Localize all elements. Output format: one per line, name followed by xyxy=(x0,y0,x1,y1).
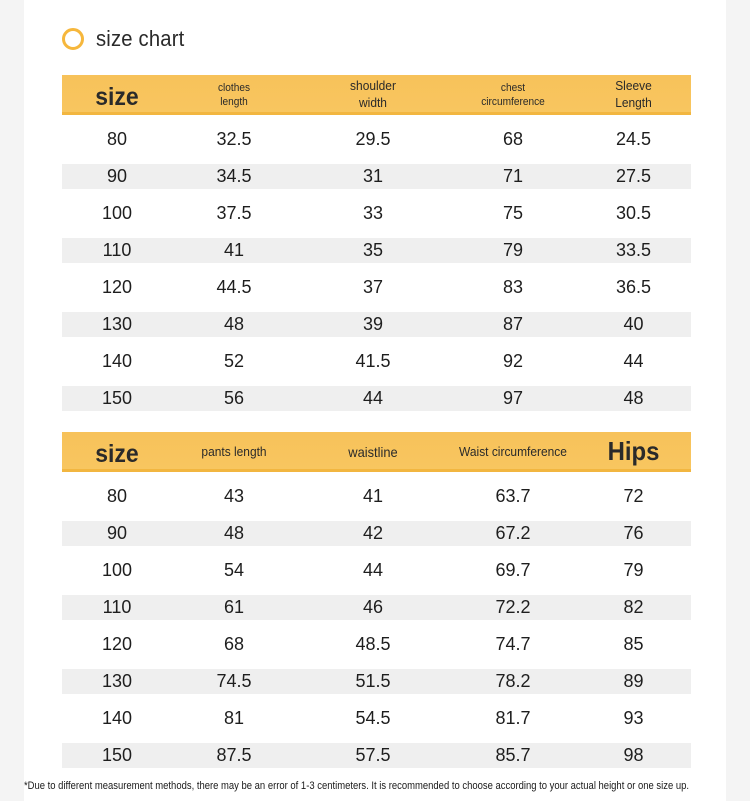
header-size: size xyxy=(95,82,139,111)
table-cell: 110 xyxy=(102,240,132,260)
table-row xyxy=(62,521,691,546)
table-body xyxy=(62,127,691,411)
table-cell: 44 xyxy=(362,560,384,580)
measurement-note: *Due to different measurement methods, there may be an error of 1-3 centimeters. It is recommended to choose according to your actual height or one size up. xyxy=(24,780,690,792)
table-cell: 120 xyxy=(101,277,133,297)
table-cell: 90 xyxy=(106,166,128,186)
table-cell: 81.7 xyxy=(495,708,531,728)
table-cell: 51.5 xyxy=(355,671,391,691)
table-row xyxy=(62,706,691,731)
table-cell: 61 xyxy=(223,597,245,617)
table-cell: 54 xyxy=(223,560,245,580)
table-cell: 41 xyxy=(223,240,245,260)
table-cell: 79 xyxy=(502,240,524,260)
table-cell: 76 xyxy=(623,523,644,543)
table-cell: 24.5 xyxy=(615,129,652,149)
table-cell: 89 xyxy=(623,671,644,691)
table-cell: 35 xyxy=(362,240,384,260)
title-row xyxy=(62,24,192,54)
table-cell: 140 xyxy=(101,708,133,728)
header-clothes-length: clothes length xyxy=(217,81,251,108)
table-cell: 36.5 xyxy=(615,277,652,297)
table-cell: 46 xyxy=(362,597,384,617)
table-cell: 33.5 xyxy=(615,240,652,260)
table-row xyxy=(62,238,691,263)
table-row xyxy=(62,201,691,226)
table-row xyxy=(62,743,691,768)
table-row xyxy=(62,386,691,411)
table-cell: 39 xyxy=(362,314,384,334)
table-cell: 29.5 xyxy=(355,129,391,149)
table-row xyxy=(62,312,691,337)
table-cell: 48 xyxy=(223,314,245,334)
table-row xyxy=(62,349,691,374)
table-cell: 100 xyxy=(101,560,133,580)
table-cell: 37 xyxy=(362,277,384,297)
table-cell: 87.5 xyxy=(216,745,252,765)
table-row xyxy=(62,669,691,694)
circle-icon xyxy=(62,28,84,50)
table-cell: 74.5 xyxy=(216,671,252,691)
header-hips: Hips xyxy=(607,436,660,467)
table-cell: 78.2 xyxy=(495,671,531,691)
table-cell: 30.5 xyxy=(615,203,652,223)
table-cell: 92 xyxy=(502,351,524,371)
table-row xyxy=(62,164,691,189)
table-cell: 41.5 xyxy=(355,351,391,371)
size-table-bottom xyxy=(62,432,691,768)
table-cell: 27.5 xyxy=(615,166,652,186)
table-cell: 85 xyxy=(623,634,644,654)
table-cell: 140 xyxy=(101,351,133,371)
table-row xyxy=(62,595,691,620)
table-cell: 130 xyxy=(101,671,133,691)
header-shoulder-width: shoulder width xyxy=(350,78,396,110)
table-cell: 100 xyxy=(101,203,133,223)
table-cell: 120 xyxy=(101,634,133,654)
table-cell: 34.5 xyxy=(216,166,252,186)
table-cell: 33 xyxy=(362,203,384,223)
table-cell: 72.2 xyxy=(495,597,531,617)
table-cell: 79 xyxy=(623,560,644,580)
table-cell: 48 xyxy=(223,523,245,543)
table-cell: 48 xyxy=(623,388,644,408)
table-cell: 67.2 xyxy=(495,523,531,543)
table-cell: 44 xyxy=(362,388,384,408)
header-waistline: waistline xyxy=(348,443,398,460)
table-cell: 54.5 xyxy=(355,708,391,728)
table-cell: 71 xyxy=(502,166,524,186)
table-row xyxy=(62,275,691,300)
header-pants-length: pants length xyxy=(201,443,267,459)
table-cell: 32.5 xyxy=(216,129,252,149)
table-cell: 150 xyxy=(101,745,133,765)
table-cell: 110 xyxy=(102,597,132,617)
table-cell: 43 xyxy=(223,486,245,506)
table-cell: 81 xyxy=(223,708,245,728)
table-cell: 37.5 xyxy=(216,203,252,223)
table-cell: 85.7 xyxy=(495,745,531,765)
table-cell: 72 xyxy=(623,486,644,506)
table-row xyxy=(62,127,691,152)
table-header xyxy=(62,432,691,472)
table-cell: 90 xyxy=(106,523,128,543)
table-cell: 41 xyxy=(362,486,384,506)
table-cell: 44 xyxy=(623,351,644,371)
table-cell: 98 xyxy=(623,745,644,765)
page xyxy=(24,0,726,801)
table-cell: 130 xyxy=(101,314,133,334)
header-chest-circumference: chest circumference xyxy=(481,81,545,108)
table-cell: 42 xyxy=(362,523,384,543)
table-cell: 82 xyxy=(623,597,644,617)
table-row xyxy=(62,558,691,583)
table-cell: 44.5 xyxy=(216,277,252,297)
table-cell: 52 xyxy=(223,351,245,371)
header-sleeve-length: Sleeve Length xyxy=(615,78,652,110)
table-cell: 80 xyxy=(106,129,128,149)
table-cell: 57.5 xyxy=(355,745,391,765)
table-row xyxy=(62,484,691,509)
size-table-top xyxy=(62,75,691,411)
table-cell: 93 xyxy=(623,708,644,728)
table-cell: 56 xyxy=(223,388,245,408)
table-body xyxy=(62,484,691,768)
table-cell: 40 xyxy=(623,314,644,334)
table-cell: 150 xyxy=(101,388,133,408)
table-cell: 63.7 xyxy=(495,486,531,506)
table-cell: 31 xyxy=(362,166,384,186)
table-cell: 83 xyxy=(502,277,524,297)
table-cell: 69.7 xyxy=(495,560,531,580)
header-waist-circumference: Waist circumference xyxy=(459,443,567,459)
table-cell: 75 xyxy=(502,203,524,223)
table-cell: 68 xyxy=(223,634,245,654)
table-header xyxy=(62,75,691,115)
table-cell: 68 xyxy=(502,129,524,149)
table-cell: 80 xyxy=(106,486,128,506)
table-row xyxy=(62,632,691,657)
table-cell: 87 xyxy=(502,314,524,334)
table-cell: 74.7 xyxy=(495,634,531,654)
table-cell: 48.5 xyxy=(355,634,391,654)
header-size: size xyxy=(95,439,139,468)
page-title: size chart xyxy=(96,26,185,51)
table-cell: 97 xyxy=(502,388,524,408)
